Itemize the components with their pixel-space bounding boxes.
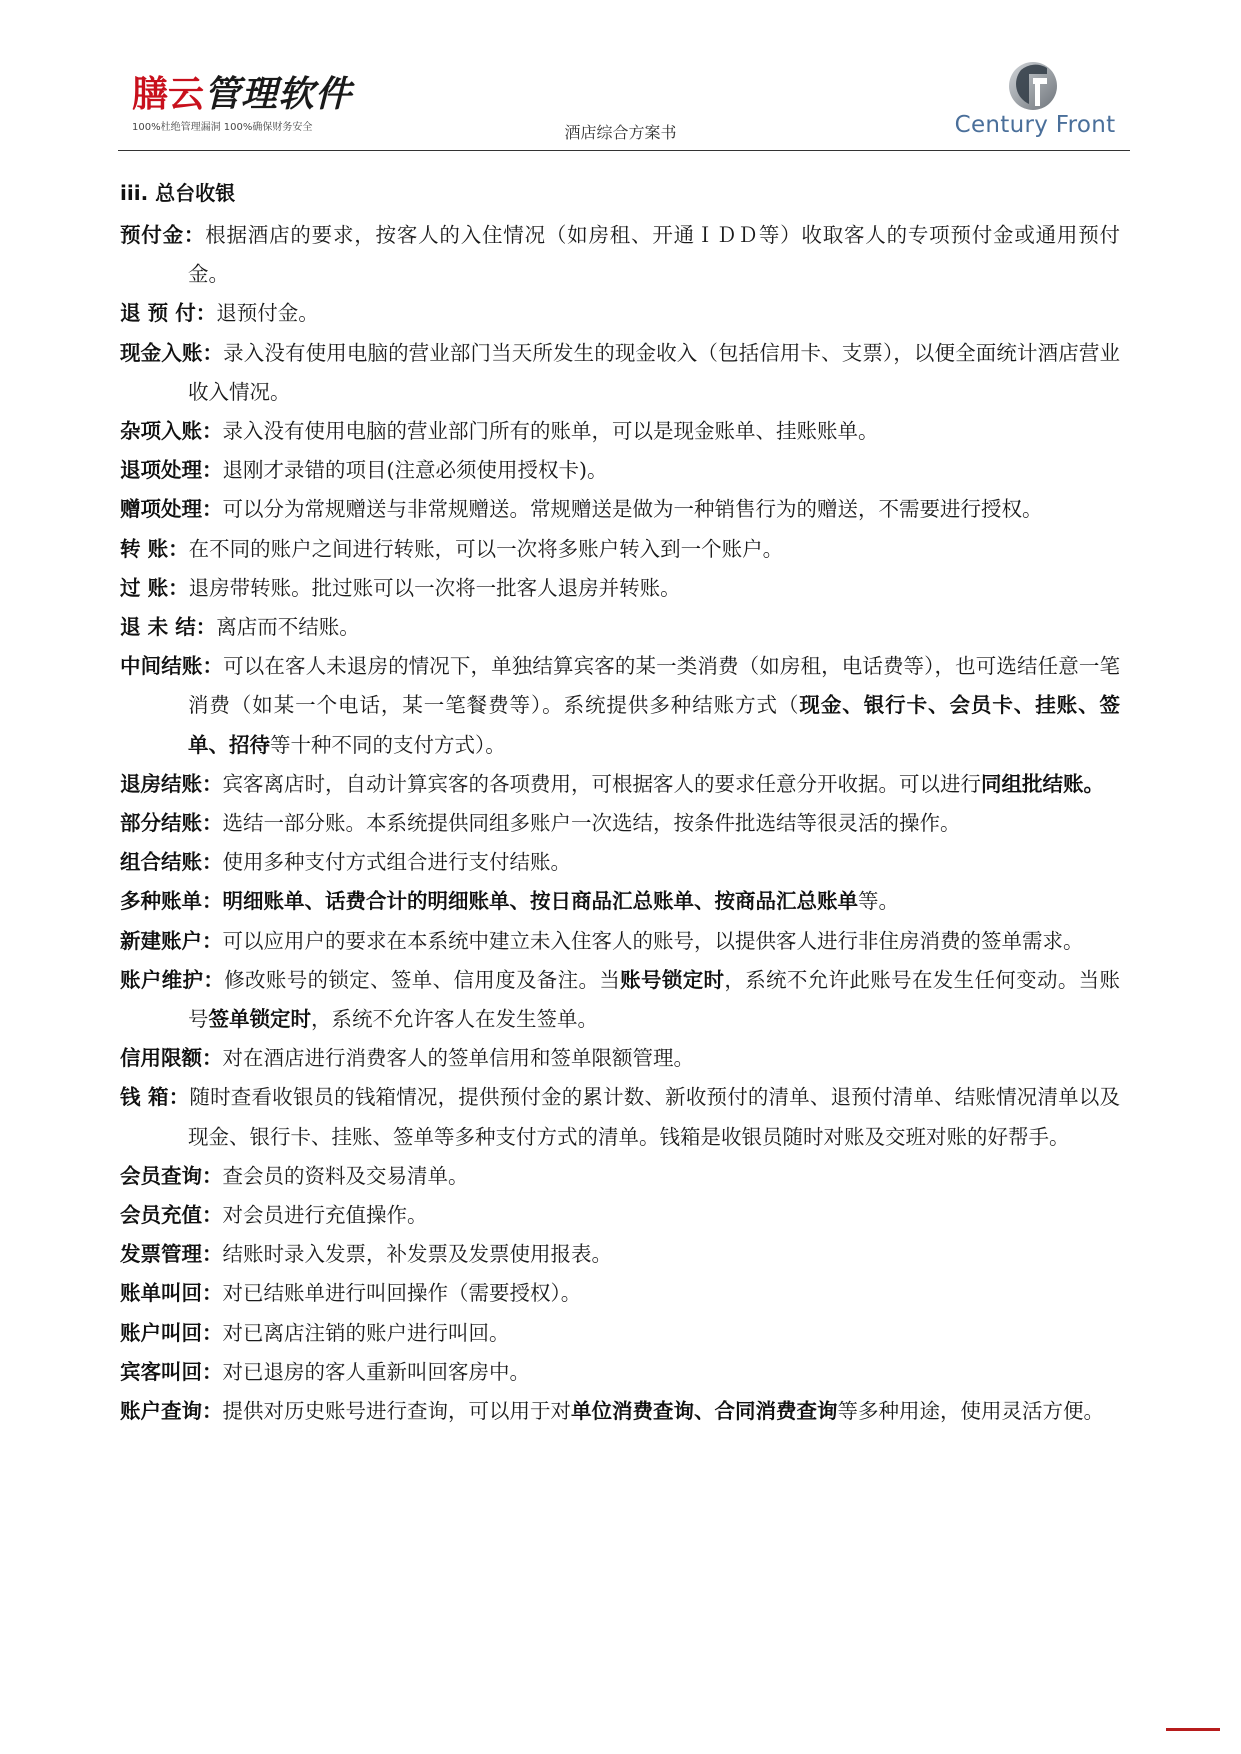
feature-entry	[120, 804, 1120, 843]
feature-text: 退房带转账。批过账可以一次将一批客人退房并转账。	[188, 575, 681, 600]
feature-label: 发票管理：	[120, 1242, 223, 1267]
century-front-logo-icon	[1007, 60, 1059, 112]
feature-text: 随时查看收银员的钱箱情况，提供预付金的累计数、新收预付的清单、退预付清单、结账情况清单以及现金、银行卡、挂账、签单等多种支付方式的清单。钱箱是收银员随时对账及交班对账的好帮手。	[188, 1085, 1121, 1149]
feature-label: 组合结账：	[120, 850, 223, 875]
feature-label: 预付金：	[120, 223, 206, 247]
document-body	[120, 180, 1120, 1431]
feature-text: ，系统不允许客人在发生签单。	[311, 1007, 598, 1032]
feature-entry	[120, 647, 1120, 765]
feature-entry	[120, 1314, 1120, 1353]
feature-label: 账户查询：	[120, 1399, 223, 1424]
brand-tagline: 100%杜绝管理漏洞 100%确保财务安全	[132, 122, 313, 133]
feature-text: 可以在客人未退房的情况下，单独结算宾客的某一类消费（如房租，电话费等），也可选结任意一笔消费（如某一个电话，某一笔餐费等）。系统提供多种结账方式（	[188, 654, 1121, 718]
feature-text: 等十种不同的支付方式）。	[270, 732, 506, 757]
feature-text: 根据酒店的要求，按客人的入住情况（如房租、开通ＩＤＤ等）收取客人的专项预付金或通用预付金。	[188, 223, 1121, 287]
feature-entry	[120, 294, 1120, 333]
header-divider	[118, 150, 1130, 151]
feature-entry	[120, 490, 1120, 529]
feature-text: ，系统不允许此账号在发生任何变动。当账号	[188, 967, 1121, 1032]
feature-label: 现金入账：	[120, 340, 224, 365]
feature-label: 转 账：	[120, 536, 189, 561]
feature-label: 多种账单：	[120, 889, 223, 914]
partner-logo-text: Century Front	[954, 112, 1116, 138]
feature-text: 对已离店注销的账户进行叫回。	[222, 1320, 510, 1345]
feature-text: 录入没有使用电脑的营业部门所有的账单，可以是现金账单、挂账账单。	[222, 419, 879, 444]
feature-label: 账户叫回：	[120, 1320, 223, 1345]
feature-label: 过 账：	[120, 575, 189, 600]
feature-text: 等。	[858, 889, 899, 914]
feature-text: 在不同的账户之间进行转账，可以一次将多账户转入到一个账户。	[188, 536, 784, 561]
feature-label: 退房结账：	[120, 771, 223, 796]
feature-text: 录入没有使用电脑的营业部门当天所发生的现金收入（包括信用卡、支票），以便全面统计酒店营业收入情况。	[188, 340, 1121, 404]
feature-highlight: 签单锁定时	[208, 1007, 311, 1032]
feature-text: 可以分为常规赠送与非常规赠送。常规赠送是做为一种销售行为的赠送，不需要进行授权。	[222, 497, 1043, 522]
feature-label: 杂项入账：	[120, 419, 223, 444]
feature-text: 可以应用户的要求在本系统中建立未入住客人的账号，以提供客人进行非住房消费的签单需求。	[222, 928, 1084, 953]
feature-text: 退刚才录错的项目(注意必须使用授权卡)。	[222, 458, 608, 483]
partner-logo	[945, 58, 1125, 144]
feature-entry	[120, 765, 1120, 804]
feature-entry	[120, 961, 1120, 1039]
brand-name-black: 管理软件	[204, 73, 353, 115]
feature-entry	[120, 843, 1120, 882]
feature-label: 中间结账：	[120, 654, 224, 679]
feature-text: 等多种用途，使用灵活方便。	[837, 1399, 1104, 1424]
feature-text: 退预付金。	[216, 301, 319, 326]
feature-highlight: 明细账单、话费合计的明细账单、按日商品汇总账单、按商品汇总账单	[222, 889, 858, 914]
feature-entry	[120, 608, 1120, 647]
feature-text: 使用多种支付方式组合进行支付结账。	[222, 850, 571, 875]
feature-text: 离店而不结账。	[216, 615, 360, 640]
feature-entry	[120, 1039, 1120, 1078]
feature-highlight: 同组批结账。	[981, 771, 1104, 796]
feature-label: 退项处理：	[120, 458, 223, 483]
feature-entry	[120, 1078, 1120, 1156]
feature-label: 赠项处理：	[120, 497, 223, 522]
section-title: iii. 总台收银	[120, 181, 236, 205]
feature-entry	[120, 922, 1120, 961]
brand-name-red: 膳云	[132, 74, 205, 115]
feature-highlight: 单位消费查询、合同消费查询	[571, 1399, 838, 1424]
feature-label: 退 预 付：	[120, 301, 217, 326]
feature-text: 修改账号的锁定、签单、信用度及备注。当	[224, 967, 621, 992]
feature-entry	[120, 334, 1120, 412]
feature-entry	[120, 412, 1120, 451]
feature-entry	[120, 530, 1120, 569]
feature-entry	[120, 569, 1120, 608]
feature-entry	[120, 1353, 1120, 1392]
feature-label: 会员查询：	[120, 1163, 223, 1188]
feature-text: 对已结账单进行叫回操作（需要授权）。	[222, 1281, 582, 1306]
feature-text: 结账时录入发票，补发票及发票使用报表。	[222, 1242, 612, 1267]
feature-list	[120, 216, 1120, 1431]
feature-label: 宾客叫回：	[120, 1359, 223, 1384]
footer-mark	[1166, 1728, 1220, 1731]
feature-text: 对在酒店进行消费客人的签单信用和签单限额管理。	[222, 1046, 694, 1071]
document-title: 酒店综合方案书	[564, 123, 677, 142]
feature-text: 提供对历史账号进行查询，可以用于对	[222, 1399, 571, 1424]
feature-entry	[120, 216, 1120, 294]
feature-label: 退 未 结：	[120, 615, 217, 640]
feature-label: 账户维护：	[120, 967, 225, 992]
feature-text: 选结一部分账。本系统提供同组多账户一次选结，按条件批选结等很灵活的操作。	[222, 811, 961, 836]
feature-label: 信用限额：	[120, 1046, 223, 1071]
feature-text: 宾客离店时，自动计算宾客的各项费用，可根据客人的要求任意分开收据。可以进行	[222, 771, 981, 796]
feature-entry	[120, 1235, 1120, 1274]
feature-entry	[120, 1392, 1120, 1431]
feature-text: 查会员的资料及交易清单。	[222, 1163, 469, 1188]
feature-highlight: 现金、银行卡、会员卡、挂账、签单、招待	[188, 693, 1121, 757]
feature-text: 对会员进行充值操作。	[222, 1203, 428, 1228]
feature-label: 钱 箱：	[120, 1085, 190, 1110]
feature-entry	[120, 882, 1120, 921]
feature-entry	[120, 1157, 1120, 1196]
brand-name	[132, 72, 352, 117]
feature-entry	[120, 451, 1120, 490]
feature-highlight: 账号锁定时	[620, 967, 725, 992]
feature-label: 部分结账：	[120, 811, 223, 836]
feature-entry	[120, 1196, 1120, 1235]
feature-label: 会员充值：	[120, 1203, 223, 1228]
page-header	[0, 0, 1241, 160]
feature-entry	[120, 1274, 1120, 1313]
feature-text: 对已退房的客人重新叫回客房中。	[222, 1359, 530, 1384]
feature-label: 账单叫回：	[120, 1281, 223, 1306]
feature-label: 新建账户：	[120, 928, 223, 953]
